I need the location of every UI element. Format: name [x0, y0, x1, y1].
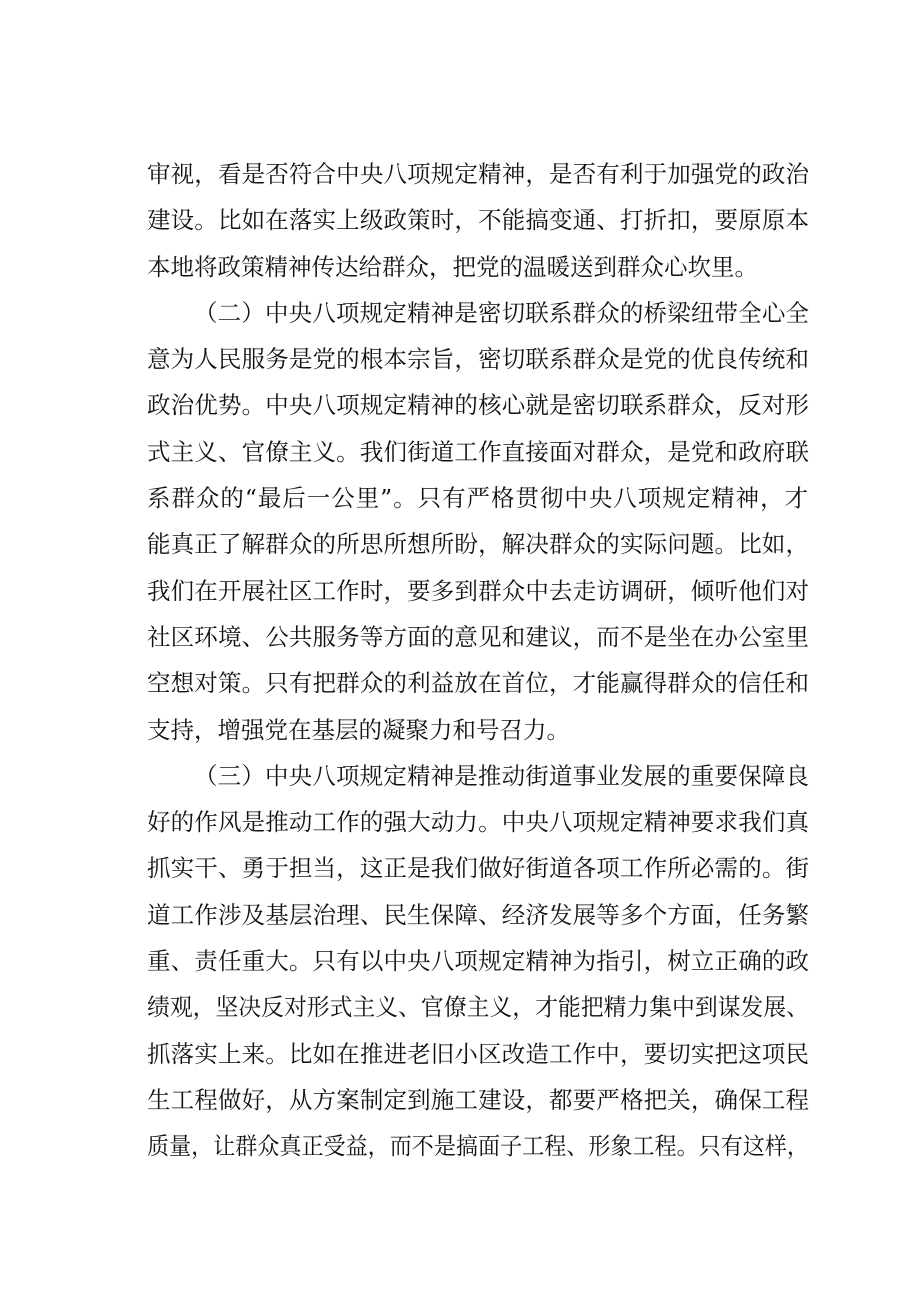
text-line-content: 建设。比如在落实上级政策时，不能搞变通、打折扣，要原原本: [147, 206, 810, 235]
text-line-content: （三）中央八项规定精神是推动街道事业发展的重要保障良: [194, 761, 810, 790]
text-line: [147, 1031, 809, 1077]
text-line-content: （二）中央八项规定精神是密切联系群众的桥梁纽带全心全: [194, 298, 810, 327]
text-line-content: 空想对策。只有把群众的利益放在首位，才能赢得群众的信任和: [147, 669, 810, 698]
text-line: [147, 336, 809, 382]
text-line-content: 能真正了解群众的所思所想所盼，解决群众的实际问题。比如，: [147, 530, 810, 559]
text-line: [147, 197, 809, 243]
text-line-content: 绩观，坚决反对形式主义、官僚主义，才能把精力集中到谋发展、: [147, 993, 810, 1022]
text-line-content: 意为人民服务是党的根本宗旨，密切联系群众是党的优良传统和: [147, 345, 810, 374]
text-line-content: 本地将政策精神传达给群众，把党的温暖送到群众心坎里。: [147, 252, 758, 281]
text-line-content: 社区环境、公共服务等方面的意见和建议，而不是坐在办公室里: [147, 622, 810, 651]
text-line: [147, 290, 809, 336]
text-line-content: 政治优势。中央八项规定精神的核心就是密切联系群众，反对形: [147, 391, 810, 420]
text-line: [147, 568, 809, 614]
document-body: [147, 151, 809, 1170]
text-line-content: 道工作涉及基层治理、民生保障、经济发展等多个方面，任务繁: [147, 900, 810, 929]
text-line: [147, 845, 809, 891]
paragraph-p3: [147, 753, 809, 1170]
text-line-content: 支持，增强党在基层的凝聚力和号召力。: [147, 715, 570, 744]
text-line-content: 系群众的“最后一公里”。只有严格贯彻中央八项规定精神，才: [147, 484, 810, 513]
text-line: [147, 753, 809, 799]
text-line: [147, 660, 809, 706]
text-line: [147, 892, 809, 938]
text-line: [147, 984, 809, 1030]
text-line: [147, 151, 809, 197]
text-line: [147, 1123, 809, 1169]
text-line-content: 质量，让群众真正受益，而不是搞面子工程、形象工程。只有这样，: [147, 1132, 809, 1161]
text-line: [147, 521, 809, 567]
paragraph-p2: [147, 290, 809, 753]
text-line: [147, 707, 809, 753]
text-line-content: 审视，看是否符合中央八项规定精神，是否有利于加强党的政治: [147, 160, 810, 188]
text-line: [147, 429, 809, 475]
text-line: [147, 244, 809, 290]
text-line-content: 生工程做好，从方案制定到施工建设，都要严格把关，确保工程: [147, 1085, 810, 1114]
text-line-content: 好的作风是推动工作的强大动力。中央八项规定精神要求我们真: [147, 808, 810, 837]
text-line: [147, 938, 809, 984]
text-line: [147, 614, 809, 660]
text-line: [147, 382, 809, 428]
text-line: [147, 1077, 809, 1123]
text-line-content: 抓实干、勇于担当，这正是我们做好街道各项工作所必需的。街: [147, 854, 810, 883]
text-line-content: 抓落实上来。比如在推进老旧小区改造工作中，要切实把这项民: [147, 1039, 810, 1068]
text-line: [147, 475, 809, 521]
text-line-content: 重、责任重大。只有以中央八项规定精神为指引，树立正确的政: [147, 947, 810, 976]
text-line-content: 式主义、官僚主义。我们街道工作直接面对群众，是党和政府联: [147, 437, 810, 466]
text-line-content: 我们在开展社区工作时，要多到群众中去走访调研，倾听他们对: [147, 576, 810, 605]
paragraph-p1: [147, 151, 809, 290]
text-line: [147, 799, 809, 845]
